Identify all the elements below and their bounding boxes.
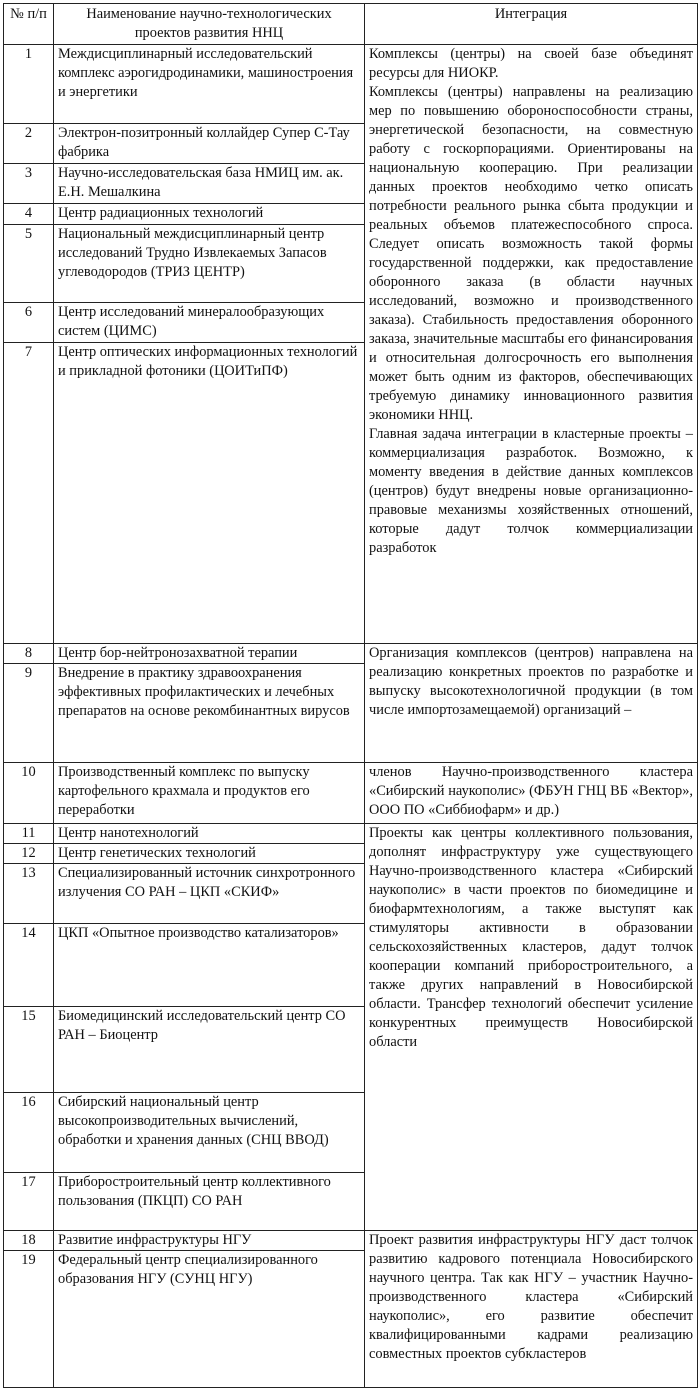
integration-paragraph: Комплексы (центры) на своей базе объединят ресурсы для НИОКР. [369,46,693,81]
row-name: Центр генетических технологий [54,844,365,864]
row-name: ЦКП «Опытное производство катализаторов» [54,924,365,1007]
row-num: 4 [4,204,54,225]
row-num: 5 [4,225,54,303]
integration-group-c: Проекты как центры коллективного пользования, дополнят инфраструктуру уже существующего Научно-производственного кластера «Сибирский наукополис» в части проектов по биомедицине и биофармтехнологиям, а также выступят как стимуляторы активности в образовании сельскохозяйственных кластеров, дадут толчок кооперации компаний приборостроительного, а также других направлений в Новосибирской области. Трансфер технологий обеспечит усиление конкурентных преимуществ Новосибирской области [365,824,698,1231]
row-name: Центр исследований минералообразующих систем (ЦИМС) [54,303,365,343]
integration-paragraph: Главная задача интеграции в кластерные проекты – коммерциализация разработок. Возможно, к моменту введения в действие данных комплексов (центров) будут внедрены новые организационно-правовые механизмы хозяйственных отношений, которые дадут толчок коммерциализации разработок [369,426,693,556]
row-num: 7 [4,343,54,644]
table-row [4,644,698,664]
table-row [4,824,698,844]
table-row [4,763,698,824]
row-name: Национальный междисциплинарный центр исследований Трудно Извлекаемых Запасов углеводородов (ТРИЗ ЦЕНТР) [54,225,365,303]
row-name: Внедрение в практику здравоохранения эффективных профилактических и лечебных препаратов на основе рекомбинантных вирусов [54,664,365,763]
row-num: 17 [4,1173,54,1231]
row-num: 16 [4,1093,54,1173]
row-name: Научно-исследовательская база НМИЦ им. ак. Е.Н. Мешалкина [54,164,365,204]
row-num: 6 [4,303,54,343]
header-num: № п/п [4,4,54,45]
row-name: Приборостроительный центр коллективного пользования (ПКЦП) СО РАН [54,1173,365,1231]
row-name: Центр радиационных технологий [54,204,365,225]
row-name: Федеральный центр специализированного образования НГУ (СУНЦ НГУ) [54,1251,365,1388]
row-name: Специализированный источник синхротронного излучения СО РАН – ЦКП «СКИФ» [54,864,365,924]
row-name: Электрон-позитронный коллайдер Супер С-Тау фабрика [54,124,365,164]
row-num: 12 [4,844,54,864]
row-num: 1 [4,45,54,124]
header-row [4,4,698,45]
header-name: Наименование научно-технологических проектов развития ННЦ [54,4,365,45]
table-row [4,1231,698,1251]
row-name: Центр бор-нейтронозахватной терапии [54,644,365,664]
integration-group-a [365,45,698,644]
integration-group-d: Проект развития инфраструктуры НГУ даст толчок развитию кадрового потенциала Новосибирского научного центра. Так как НГУ – участник Научно-производственного кластера «Сибирский наукополис», его развитие обеспечит квалифицированными кадрами реализацию совместных проектов субкластеров [365,1231,698,1388]
table-row [4,45,698,124]
row-name: Производственный комплекс по выпуску картофельного крахмала и продуктов его переработки [54,763,365,824]
projects-table [3,3,698,1388]
row-name: Развитие инфраструктуры НГУ [54,1231,365,1251]
row-name: Междисциплинарный исследовательский комплекс аэрогидродинамики, машиностроения и энергетики [54,45,365,124]
row-num: 19 [4,1251,54,1388]
row-num: 15 [4,1007,54,1093]
integration-group-b-continued: членов Научно-производственного кластера «Сибирский наукополис» (ФБУН ГНЦ ВБ «Вектор», ООО ПО «Сиббиофарм» и др.) [365,763,698,824]
row-num: 18 [4,1231,54,1251]
header-integration: Интеграция [365,4,698,45]
row-num: 11 [4,824,54,844]
row-num: 8 [4,644,54,664]
row-num: 13 [4,864,54,924]
integration-paragraph: Комплексы (центры) направлены на реализацию мер по повышению обороноспособности страны, энергетической безопасности, на совместную работу с госкорпорациями. Ориентированы на национальную кооперацию. При реализации данных проектов необходимо четко описать потребности реального рынка сбыта продукции и реальных объемов платежеспособного спроса. Следует описать возможность такой формы государственной поддержки, как предоставление оборонного заказа (в области научных исследований, возможно и производственного заказа). Стабильность предоставления оборонного заказа, значительные масштабы его финансирования и относительная долгосрочность его выполнения может быть одним из факторов, обеспечивающих требуемую динамику инновационного развития экономики ННЦ. [369,84,693,423]
row-num: 14 [4,924,54,1007]
row-name: Центр нанотехнологий [54,824,365,844]
row-num: 10 [4,763,54,824]
row-num: 3 [4,164,54,204]
row-name: Биомедицинский исследовательский центр СО РАН – Биоцентр [54,1007,365,1093]
row-num: 9 [4,664,54,763]
row-num: 2 [4,124,54,164]
row-name: Сибирский национальный центр высокопроизводительных вычислений, обработки и хранения данных (СНЦ ВВОД) [54,1093,365,1173]
integration-group-b: Организация комплексов (центров) направлена на реализацию конкретных проектов по разработке и выпуску высокотехнологичной продукции (в том числе импортозамещаемой) организаций – [365,644,698,763]
row-name: Центр оптических информационных технологий и прикладной фотоники (ЦОИТиПФ) [54,343,365,644]
